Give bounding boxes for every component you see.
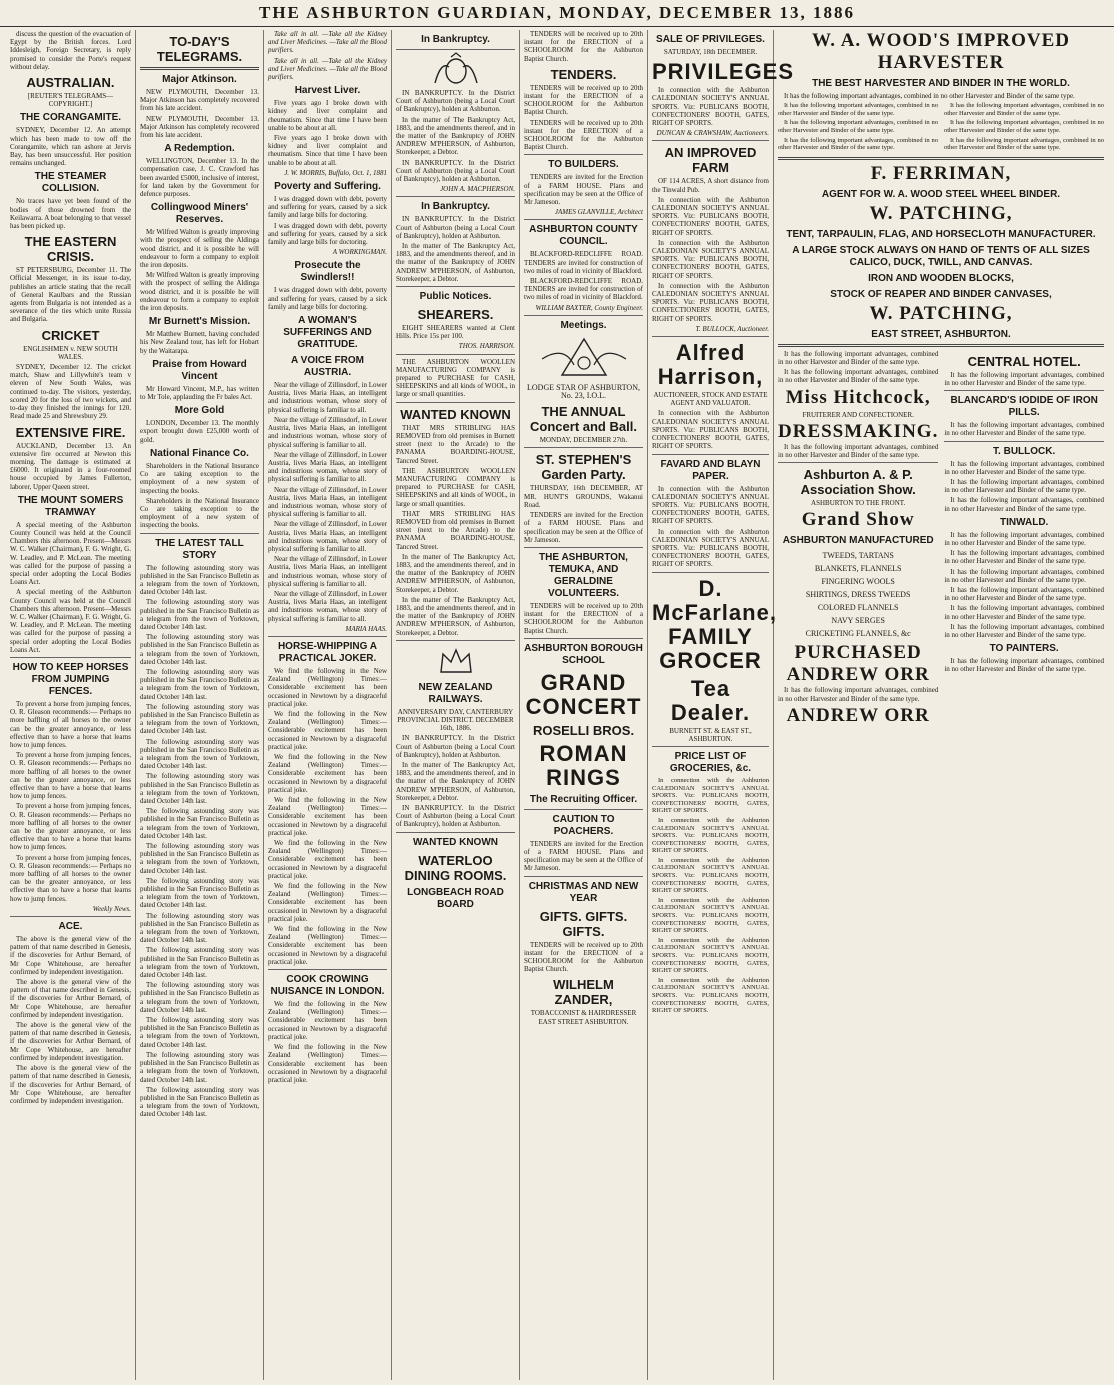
article-signature: J. W. MORRIS, Buffalo, Oct. 1, 1881 <box>284 168 387 177</box>
article-heading: CRICKET <box>41 327 100 343</box>
article-text: In connection with the Ashburton CALEDONIAN SOCIETY'S ANNUAL SPORTS. Viz: PUBLICANS BOOTH, CONFECTIONERS' BOOTH, GATES, RIGHT OF SPORTS. <box>652 856 769 895</box>
divider <box>140 533 259 534</box>
article-text: The following astounding story was published in the San Francisco Bulletin as a telegram from the town of Yorktown, dated October 14th last. <box>140 842 259 875</box>
article-text: In the matter of The Bankruptcy Act, 1883, and the amendments thereof, and in the matter of the Bankruptcy of JOHN ANDREW M'PHERSON, of Ashburton, Storekeeper, a Debtor. <box>396 242 515 283</box>
column-3 <box>264 30 392 1380</box>
article-heading: PRIVILEGES <box>652 59 795 85</box>
article-heading: ASHBURTON BOROUGH SCHOOL <box>524 642 643 666</box>
article-text: The following astounding story was published in the San Francisco Bulletin as a telegram from the town of Yorktown, dated October 14th last. <box>140 876 259 910</box>
ad-text: It has the following important advantages, combined in no other Harvester and Binder of the same type. <box>778 349 939 366</box>
article-text: TENDERS will be received up to 20th instant for the ERECTION of a SCHOOLROOM for the Ashburton Baptist Church. <box>524 118 643 152</box>
ad-heading: W. PATCHING, <box>869 202 1013 224</box>
article-text: The above is the general view of the pattern of that name described in Genesis, if the discoveries for Arthur Bernard, of Mr Cope Whitehouse, are hereafter confirmed by independent investigation. <box>10 935 131 976</box>
divider <box>778 344 1104 347</box>
goods-list: TWEEDS, TARTANS BLANKETS, FLANNELS FINGERING WOOLS SHIRTINGS, DRESS TWEEDS COLORED FLANNELS NAVY SERGES CRICKETING FLANNELS, &c <box>805 551 911 639</box>
article-heading: SALE OF PRIVILEGES. <box>656 34 765 45</box>
article-signature: DUNCAN & CRAWSHAW, Auctioneers. <box>656 129 769 138</box>
ad-heading: Miss Hitchcock, <box>785 386 931 408</box>
article-text: The above is the general view of the pattern of that name described in Genesis, if the discoveries for Arthur Bernard, of Mr Cope Whitehouse, are hereafter confirmed by independent investigation. <box>10 1064 131 1105</box>
divider <box>396 640 515 641</box>
article-text: We find the following in the New Zealand (Wellington) Times:—Considerable excitement has been occasioned in Newtown by a disgraceful practical joke. <box>268 666 387 708</box>
divider <box>652 746 769 747</box>
article-subheading: MONDAY, DECEMBER 27th. <box>539 436 628 445</box>
article-text: ST PETERSBURG, December 11. The Official Messenger, in its issue to-day, publishes an article stating that the recall of General Kaulbars and the Russian agents from Bulgaria is not intended as a severance of the ties which unite Russia and Bulgaria. <box>10 266 131 324</box>
article-text: OF 114 ACRES, A short distance from the Tinwald Pub. <box>652 177 769 194</box>
article-heading: ST. STEPHEN'S Garden Party. <box>535 452 632 483</box>
article-heading: The Recruiting Officer. <box>529 793 638 805</box>
article-text: Near the village of Zillinsdorf, in Lower Austria, lives Maria Haas, an intelligent and industrious woman, whose story of physical suffering is familiar to all. <box>268 520 387 553</box>
article-signature: Weekly News. <box>92 904 131 913</box>
article-text: To prevent a horse from jumping fences, O. R. Gleason recommends:— Perhaps no more baffling of all horses to the owner can be the greater annoyance, or less effective than to have a horse that learns how to jump fences. <box>10 802 131 852</box>
article-heading: ROSELLI BROS. <box>532 722 635 738</box>
article-signature: A WORKINGMAN. <box>332 248 387 257</box>
article-text: The following astounding story was published in the San Francisco Bulletin as a telegram from the town of Yorktown, dated October 14th last. <box>140 667 259 701</box>
ad-text: It has the following important advantages, combined in no other Harvester and Binder of the same type. <box>944 657 1104 674</box>
ad-text: It has the following important advantages, combined in no other Harvester and Binder of the same type. <box>944 622 1104 640</box>
article-heading: Praise from Howard Vincent <box>152 358 247 382</box>
article-text: Near the village of Zillinsdorf, in Lower Austria, lives Maria Haas, an intelligent and industrious woman, whose story of physical suffering is familiar to all. <box>268 555 387 588</box>
ad-heading: T. BULLOCK. <box>993 445 1056 457</box>
ad-heading: Ashburton A. & P. Association Show. <box>800 467 916 498</box>
ad-text: It has the following important advantages, combined in no other Harvester and Binder of the same type. <box>784 92 1075 100</box>
article-text: To prevent a horse from jumping fences, O. R. Gleason recommends:— Perhaps no more baffling of all horses to the owner can be the greater annoyance, or less effective than to have a horse that learns how to jump fences. <box>10 699 131 749</box>
article-text: TENDERS will be received up to 20th instant for the ERECTION of a SCHOOLROOM for the Ashburton Baptist Church. <box>524 83 643 117</box>
article-signature: T. BULLOCK, Auctioneer. <box>695 324 769 333</box>
article-heading: Mr Burnett's Mission. <box>148 316 251 328</box>
article-heading: HOW TO KEEP HORSES FROM JUMPING FENCES. <box>12 661 129 697</box>
ad-subheading: EAST STREET, ASHBURTON. <box>871 328 1011 340</box>
article-text: In connection with the Ashburton CALEDONIAN SOCIETY'S ANNUAL SPORTS. Viz: PUBLICANS BOOTH, CONFECTIONERS' BOOTH, GATES, RIGHT OF SPORTS. <box>652 936 769 975</box>
article-text: The following astounding story was published in the San Francisco Bulletin as a telegram from the town of Yorktown, dated October 14th last. <box>140 737 259 771</box>
divider <box>524 809 643 810</box>
article-heading: COOK CROWING NUISANCE IN LONDON. <box>270 974 385 998</box>
article-text: IN BANKRUPTCY. In the District Court of Ashburton (being a Local Court of Bankruptcy), holden at Ashburton. <box>396 215 515 240</box>
article-heading: Collingwood Miners' Reserves. <box>150 202 249 226</box>
ad-heading: TINWALD. <box>1000 516 1049 528</box>
ad-subheading: ASHBURTON MANUFACTURED <box>782 535 934 547</box>
column-6 <box>648 30 795 1380</box>
section-heading: TENDERS. <box>550 66 617 82</box>
article-heading: THE STEAMER COLLISION. <box>34 171 107 195</box>
article-heading: More Gold <box>174 405 225 417</box>
ad-subheading: AGENT FOR W. A. WOOD STEEL WHEEL BINDER. <box>821 188 1061 200</box>
divider <box>396 196 515 197</box>
article-text: The following astounding story was published in the San Francisco Bulletin as a telegram from the town of Yorktown, dated October 14th last. <box>140 911 259 945</box>
article-text: We find the following in the New Zealand (Wellington) Times:—Considerable excitement has been occasioned in Newtown by a disgraceful practical joke. <box>268 796 387 837</box>
article-signature: THOS. HARRISON. <box>458 342 515 351</box>
divider <box>524 315 643 316</box>
ad-text: It has the following important advantages, combined in no other Harvester and Binder of the same type. <box>778 102 938 117</box>
divider <box>10 916 131 917</box>
article-heading: Prosecute the Swindlers!! <box>294 260 361 284</box>
article-text: TENDERS are invited for the Erection of a FARM HOUSE. Plans and specification may be seen at the Office of Mr Jameson. <box>524 173 643 207</box>
divider <box>652 336 769 337</box>
article-text: We find the following in the New Zealand (Wellington) Times:—Considerable excitement has been occasioned in Newtown by a disgraceful practical joke. <box>268 709 387 751</box>
ad-subheading: STOCK OF REAPER AND BINDER CANVASES, <box>830 288 1052 300</box>
article-text: Near the village of Zillinsdorf, in Lower Austria, lives Maria Haas, an intelligent and industrious woman, whose story of physical suffering is familiar to all. <box>268 589 387 623</box>
ad-heading: W. A. WOOD'S IMPROVED HARVESTER <box>811 30 1070 73</box>
article-text: THE ASHBURTON WOOLLEN MANUFACTURING COMPANY is prepared to PURCHASE for CASH, SHEEPSKINS and all kinds of WOOL, in large or small quantities. <box>396 357 515 399</box>
article-text: The following astounding story was published in the San Francisco Bulletin as a telegram from the town of Yorktown, dated October 14th last. <box>140 633 259 666</box>
article-subheading: BURNETT ST. & EAST ST., ASHBURTON. <box>669 726 752 743</box>
article-text: TENDERS will be received up to 20th instant for the ERECTION of a SCHOOLROOM for the Ashburton Baptist Church. <box>524 940 643 974</box>
royal-crest-icon <box>431 53 481 87</box>
article-heading: D. McFarlane, FAMILY GROCER <box>652 575 777 673</box>
divider <box>944 390 1104 391</box>
divider <box>652 454 769 455</box>
article-text: The following astounding story was published in the San Francisco Bulletin as a telegram from the town of Yorktown, dated October 14th last. <box>140 1085 259 1119</box>
article-text: Five years ago I broke down with kidney and liver complaint and rheumatism. Since that time I have been unable to be about at all. <box>268 99 387 132</box>
divider <box>396 832 515 833</box>
divider <box>652 572 769 573</box>
article-text: Five years ago I broke down with kidney and liver complaint and rheumatism. Since that time I have been unable to be about at all. <box>268 134 387 167</box>
ad-text: It has the following important advantages, combined in no other Harvester and Binder of the same type. <box>778 686 939 703</box>
article-heading: A VOICE FROM AUSTRIA. <box>291 355 364 379</box>
article-subheading: ANNIVERSARY DAY, CANTERBURY PROVINCIAL DISTRICT. DECEMBER 16th, 1886. <box>397 707 514 733</box>
article-heading: TO BUILDERS. <box>548 159 619 171</box>
article-text: In connection with the Ashburton CALEDONIAN SOCIETY'S ANNUAL SPORTS. Viz: PUBLICANS BOOTH, CONFECTIONERS' BOOTH, GATES, RIGHT OF SPORTS. <box>652 896 769 935</box>
article-heading: THE CORANGAMITE. <box>19 112 122 124</box>
ad-heading: ANDREW ORR <box>786 664 930 686</box>
ad-heading: ANDREW ORR <box>786 704 930 726</box>
article-text: No traces have yet been found of the bodies of those drowned from the Keilawarra. A boat belonging to that vessel has been picked up. <box>10 197 131 231</box>
article-text: In connection with the Ashburton CALEDONIAN SOCIETY'S ANNUAL SPORTS. Viz: PUBLICANS BOOTH, CONFECTIONERS' BOOTH, GATES, RIGHT OF SPORTS. <box>652 86 769 128</box>
article-signature: MARIA HAAS. <box>345 624 387 633</box>
article-text: In the matter of The Bankruptcy Act, 1883, and the amendments thereof, and in the matter of the Bankruptcy of JOHN ANDREW M'PHERSON, of Ashburton, Storekeeper, a Debtor. <box>396 552 515 594</box>
section-heading: Meetings. <box>560 319 607 331</box>
ad-subheading: FRUITERER AND CONFECTIONER. <box>802 410 914 419</box>
article-text: The above is the general view of the pattern of that name described in Genesis, if the discoveries for Arthur Bernard, of Mr Cope Whitehouse, are hereafter confirmed by independent investigation. <box>10 1021 131 1062</box>
article-text: AUCKLAND, December 13. An extensive fire occurred at Newton this morning. The damage is estimated at £6000. It originated in a four-roomed house occupied by James Fullerton, laborer, Upper Queen street. <box>10 441 131 491</box>
article-text: In connection with the Ashburton CALEDONIAN SOCIETY'S ANNUAL SPORTS. Viz: PUBLICANS BOOTH, CONFECTIONERS' BOOTH, GATES, RIGHT OF SPORTS. <box>652 976 769 1015</box>
article-heading: A Redemption. <box>164 143 235 155</box>
article-text: TENDERS are invited for the Erection of a FARM HOUSE. Plans and specification may be seen at the Office of Mr Jameson. <box>524 511 643 544</box>
ad-text: It has the following important advantages, combined in no other Harvester and Binder of the same type. <box>778 442 939 459</box>
divider <box>140 67 259 70</box>
ad-text: It has the following important advantages, combined in no other Harvester and Binder of the same type. <box>944 496 1104 513</box>
article-heading: EXTENSIVE FIRE. <box>15 424 126 440</box>
article-signature: WILLIAM BAXTER, County Engineer. <box>535 303 643 312</box>
ad-text: It has the following important advantages, combined in no other Harvester and Binder of the same type. <box>778 368 939 385</box>
column-7-ads <box>774 30 1108 1380</box>
section-heading: In Bankruptcy. <box>421 34 490 45</box>
article-heading: WILHELM ZANDER, <box>553 977 614 1008</box>
article-text: In the matter of The Bankruptcy Act, 1883, and the amendments thereof, and in the matter of the Bankruptcy of JOHN ANDREW M'PHERSON, of Ashburton, Storekeeper, a Debtor. <box>396 760 515 802</box>
article-signature: JOHN A. MACPHERSON. <box>440 185 515 194</box>
article-text: The following astounding story was published in the San Francisco Bulletin as a telegram from the town of Yorktown, dated October 14th last. <box>140 702 259 736</box>
ad-text: It has the following important advantages, combined in no other Harvester and Binder of the same type. <box>944 102 1104 117</box>
article-text: In the matter of The Bankruptcy Act, 1883, and the amendments thereof, and in the matter of the Bankruptcy of JOHN ANDREW M'PHERSON, of Ashburton, Storekeeper, a Debtor. <box>396 595 515 637</box>
article-text: IN BANKRUPTCY. In the District Court of Ashburton (being a Local Court of Bankruptcy), holden at Ashburton. <box>396 734 515 759</box>
ad-heading: BLANCARD'S IODIDE OF IRON PILLS. <box>950 395 1098 419</box>
article-text: The following astounding story was published in the San Francisco Bulletin as a telegram from the town of Yorktown, dated October 14th last. <box>140 946 259 980</box>
article-text: LONDON, December 13. The monthly export brought down £25,000 worth of gold. <box>140 419 259 444</box>
ad-heading: TO PAINTERS. <box>989 643 1059 655</box>
ad-heading: CENTRAL HOTEL. <box>967 353 1081 369</box>
article-heading: AN IMPROVED FARM <box>664 145 757 176</box>
divider <box>268 636 387 637</box>
article-subheading: TOBACCONIST & HAIRDRESSER EAST STREET ASHBURTON. <box>530 1009 637 1026</box>
article-text: In connection with the Ashburton CALEDONIAN SOCIETY'S ANNUAL SPORTS. Viz: PUBLICANS BOOTH, CONFECTIONERS' BOOTH, GATES, RIGHT OF SPORTS. <box>652 195 769 237</box>
article-heading: ACE. <box>58 921 83 933</box>
column-2 <box>136 30 264 1380</box>
article-text: In connection with the Ashburton CALEDONIAN SOCIETY'S ANNUAL SPORTS. Viz: PUBLICANS BOOTH, CONFECTIONERS' BOOTH, GATES, RIGHT OF SPORTS. <box>652 527 769 569</box>
article-text: SYDNEY, December 12. The cricket match, Shaw and Lillywhite's team v eleven of New South Wales, was continued to-day. The visitors, yesterday, scored 20 for the loss of two wickets, and to-day they finished the innings for 120. Read made 25 and Shrewsbury 29. <box>10 363 131 421</box>
divider <box>396 49 515 50</box>
ad-text: It has the following important advantages, combined in no other Harvester and Binder of the same type. <box>944 549 1104 566</box>
divider <box>944 441 1104 442</box>
article-text: We find the following in the New Zealand (Wellington) Times:—Considerable excitement has been occasioned in Newtown by a disgraceful practical joke. <box>268 882 387 923</box>
article-text: NEW PLYMOUTH, December 13. Major Atkinson has completely recovered from his late accident. <box>140 88 259 113</box>
article-heading: WANTED KNOWN <box>413 836 498 848</box>
article-heading: GIFTS. GIFTS. GIFTS. <box>539 908 628 939</box>
article-text: Mr Wilfred Walton is greatly improving with the prospect of selling the Aldinga wood district, and it is possible he will endeavour to form a company to exploit the iron deposits. <box>140 228 259 270</box>
crown-icon <box>431 644 481 678</box>
article-text: Shareholders in the National Insurance Co are taking exception to the employment of a new system of inspecting the books. <box>140 496 259 530</box>
article-heading: SHEARERS. <box>417 307 494 323</box>
article-text: The following astounding story was published in the San Francisco Bulletin as a telegram from the town of Yorktown, dated October 14th last. <box>140 598 259 631</box>
section-subheading: ENGLISHMEN v. NEW SOUTH WALES. <box>23 344 118 361</box>
article-text: Shareholders in the National Insurance Co are taking exception to the employment of a new system of inspecting the books. <box>140 461 259 495</box>
ad-text: It has the following important advantages, combined in no other Harvester and Binder of the same type. <box>944 136 1104 152</box>
divider <box>524 547 643 548</box>
article-text: In connection with the Ashburton CALEDONIAN SOCIETY'S ANNUAL SPORTS. Viz: PUBLICANS BOOTH, CONFECTIONERS' BOOTH, GATES, RIGHT OF SPORTS. <box>652 484 769 526</box>
article-text: We find the following in the New Zealand (Wellington) Times:—Considerable excitement has been occasioned in Newtown by a disgraceful practical joke. <box>268 839 387 880</box>
article-heading: PRICE LIST OF GROCERIES, &c. <box>669 750 752 774</box>
divider <box>10 657 131 658</box>
ad-two-column-block <box>778 350 1104 727</box>
article-heading: WATERLOO DINING ROOMS. <box>404 852 507 883</box>
article-text: In connection with the Ashburton CALEDONIAN SOCIETY'S ANNUAL SPORTS. Viz: PUBLICANS BOOTH, CONFECTIONERS' BOOTH, GATES, RIGHT OF SPORTS. <box>652 281 769 323</box>
article-text: A special meeting of the Ashburton County Council was held at the Council Chambers this afternoon. Present—Messrs W. C. Walker (Chairman), F. G. Wright, G. W. Leadley, and P. McLean. The meeting was called for the purpose of passing a special order adopting the Local Bodies Loans Act. <box>10 520 131 587</box>
article-text: The above is the general view of the pattern of that name described in Genesis, if the discoveries for Arthur Bernard, of Mr Cope Whitehouse, are hereafter confirmed by independent investigation. <box>10 978 131 1019</box>
article-heading: THE ANNUAL Concert and Ball. <box>530 404 637 435</box>
article-heading: THE LATEST TALL STORY <box>155 537 244 561</box>
article-text: Near the village of Zillinsdorf, in Lower Austria, lives Maria Haas, an intelligent and industrious woman, whose story of physical suffering is familiar to all. <box>268 381 387 414</box>
ad-text: It has the following important advantages, combined in no other Harvester and Binder of the same type. <box>944 459 1104 476</box>
article-heading: A WOMAN'S SUFFERINGS AND GRATITUDE. <box>283 315 372 351</box>
article-heading: National Finance Co. <box>150 447 249 459</box>
ad-heading: PURCHASED <box>794 642 922 664</box>
divider <box>524 876 643 877</box>
article-text: discuss the question of the evacuation of Egypt by the British forces. Lord Iddesleigh, Foreign Secretary, is reply promised to consider the Porte's request without delay. <box>10 30 131 71</box>
article-text: TENDERS are invited for the Erection of a FARM HOUSE. Plans and specification may be seen at the Office of Mr Jameson. <box>524 839 643 873</box>
article-text: The following astounding story was published in the San Francisco Bulletin as a telegram from the town of Yorktown, dated October 14th last. <box>140 1016 259 1049</box>
article-text: I was dragged down with debt, poverty and suffering for years, caused by a sick family and large bills for doctoring. <box>268 221 387 247</box>
divider <box>524 447 643 448</box>
ad-text: It has the following important advantages, combined in no other Harvester and Binder of the same type. <box>778 136 938 152</box>
article-text: IN BANKRUPTCY. In the District Court of Ashburton (being a Local Court of Bankruptcy), holden at Ashburton. <box>396 89 515 114</box>
divider <box>268 969 387 970</box>
ad-text: It has the following important advantages, combined in no other Harvester and Binder of the same type. <box>944 530 1104 547</box>
article-text: To prevent a horse from jumping fences, O. R. Gleason recommends:— Perhaps no more baffling of all horses to the owner can be the greater annoyance, or less effective than to have a horse that learns how to jump fences. <box>10 853 131 903</box>
article-text: We find the following in the New Zealand (Wellington) Times:—Considerable excitement has been occasioned in Newtown by a disgraceful practical joke. <box>268 925 387 966</box>
article-text: BLACKFORD-REDCLIFFE ROAD. TENDERS are invited for construction of two miles of road in vicinity of Blackford. <box>524 277 643 302</box>
article-text: In the matter of The Bankruptcy Act, 1883, and the amendments thereof, and in the matter of the Bankruptcy of JOHN ANDREW M'PHERSON, of Ashburton, Storekeeper, a Debtor. <box>396 115 515 157</box>
article-text: THE ASHBURTON WOOLLEN MANUFACTURING COMPANY is prepared to PURCHASE for CASH, SHEEPSKINS and all kinds of WOOL, in large or small quantities. <box>396 466 515 508</box>
ad-feature-list <box>778 102 1104 154</box>
article-text: TENDERS will be received up to 20th instant for the ERECTION of a SCHOOLROOM for the Ashburton Baptist Church. <box>524 30 643 63</box>
article-heading: WANTED KNOWN <box>400 406 511 422</box>
column-1 <box>6 30 136 1380</box>
divider <box>396 402 515 403</box>
ad-text: It has the following important advantages, combined in no other Harvester and Binder of the same type. <box>944 119 1104 134</box>
divider <box>778 462 938 463</box>
article-text: A special meeting of the Ashburton County Council was held at the Council Chambers this afternoon. Present—Messrs W. C. Walker (Chairman), F. G. Wright, G. W. Leadley, and P. McLean. The meeting was called for the purpose of passing a special order adopting the Local Bodies Loans Act. <box>10 588 131 654</box>
article-text: The following astounding story was published in the San Francisco Bulletin as a telegram from the town of Yorktown, dated October 14th last. <box>140 1050 259 1084</box>
ad-subheading: IRON AND WOODEN BLOCKS, <box>868 272 1014 284</box>
article-text: In connection with the Ashburton CALEDONIAN SOCIETY'S ANNUAL SPORTS. Viz: PUBLICANS BOOTH, CONFECTIONERS' BOOTH, GATES, RIGHT OF SPORTS. <box>652 409 769 451</box>
ad-subheading: THE BEST HARVESTER AND BINDER IN THE WORLD. <box>812 78 1070 89</box>
article-text: In connection with the Ashburton CALEDONIAN SOCIETY'S ANNUAL SPORTS. Viz: PUBLICANS BOOTH, CONFECTIONERS' BOOTH, GATES, RIGHT OF SPORTS. <box>652 776 769 815</box>
article-heading: LONGBEACH ROAD BOARD <box>407 886 504 910</box>
article-text: THAT MRS STRIBLING HAS REMOVED from old premises in Burnett street (next to the Arcade) to the PANAMA BOARDING-HOUSE, Tancred Street. <box>396 423 515 465</box>
section-heading: Public Notices. <box>419 291 492 303</box>
article-text: IN BANKRUPTCY. In the District Court of Ashburton (being a Local Court of Bankruptcy), holden at Ashburton. <box>396 158 515 184</box>
article-text: THAT MRS STRIBLING HAS REMOVED from old premises in Burnett street (next to the Arcade) to the PANAMA BOARDING-HOUSE, Tancred Street. <box>396 509 515 551</box>
section-heading: AUSTRALIAN. <box>26 75 115 91</box>
article-heading: THE EASTERN CRISIS. <box>24 234 117 265</box>
article-text: BLACKFORD-REDCLIFFE ROAD. TENDERS are invited for construction of two miles of road in vicinity of Blackford. <box>524 250 643 275</box>
article-signature: JAMES GLANVILLE, Architect <box>554 208 643 217</box>
article-text: Take all in all. —Take all the Kidney and Liver Medicines. —Take all the Blood purifiers. <box>268 56 387 82</box>
newspaper-columns <box>6 30 1108 1380</box>
article-heading: Alfred Harrison, <box>657 340 764 390</box>
masthead: THE ASHBURTON GUARDIAN, MONDAY, DECEMBER 13, 1886 <box>0 0 1114 27</box>
article-text: Near the village of Zillinsdorf, in Lower Austria, lives Maria Haas, an intelligent and industrious woman, whose story of physical suffering is familiar to all. <box>268 450 387 484</box>
ad-heading: W. PATCHING, <box>869 302 1013 324</box>
section-heading: TO-DAY'S TELEGRAMS. <box>156 34 243 64</box>
article-text: Near the village of Zillinsdorf, in Lower Austria, lives Maria Haas, an intelligent and industrious woman, whose story of physical suffering is familiar to all. <box>268 485 387 519</box>
article-heading: CAUTION TO POACHERS. <box>552 813 615 837</box>
article-text: In connection with the Ashburton CALEDONIAN SOCIETY'S ANNUAL SPORTS. Viz: PUBLICANS BOOTH, CONFECTIONERS' BOOTH, GATES, RIGHT OF SPORTS. <box>652 816 769 855</box>
article-text: TENDERS will be received up to 20th instant for the ERECTION of a SCHOOLROOM for the Ashburton Baptist Church. <box>524 601 643 635</box>
ad-subheading: TENT, TARPAULIN, FLAG, AND HORSECLOTH MANUFACTURER. <box>786 228 1096 240</box>
article-text: In connection with the Ashburton CALEDONIAN SOCIETY'S ANNUAL SPORTS. Viz: PUBLICANS BOOTH, CONFECTIONERS' BOOTH, GATES, RIGHT OF SPORTS. <box>652 238 769 280</box>
ad-subheading: ASHBURTON TO THE FRONT. <box>811 499 906 508</box>
article-text: THURSDAY, 16th DECEMBER, AT MR. HUNT'S GROUNDS, Wakanui Road. <box>524 484 643 509</box>
article-text: SYDNEY, December 12. An attempt which has been made to tow off the Corangamite, which ran ashore at Jervis Bay, has been unsuccessful. Her position remains unchanged. <box>10 126 131 168</box>
article-text: We find the following in the New Zealand (Wellington) Times:—Considerable excitement has been occasioned in Newtown by a disgraceful practical joke. <box>268 1043 387 1084</box>
lodge-name: LODGE STAR OF ASHBURTON, No. 23, I.O.L. <box>527 382 640 401</box>
ad-text: It has the following important advantages, combined in no other Harvester and Binder of the same type. <box>944 421 1104 438</box>
article-heading: ASHBURTON COUNTY COUNCIL. <box>529 224 638 248</box>
article-text: Mr Matthew Burnett, having concluded his New Zealand tour, has left for Hobart by the Waitarapa. <box>140 330 259 355</box>
divider <box>652 140 769 141</box>
article-heading: FAVARD AND BLAYN PAPER. <box>660 458 761 482</box>
article-heading: Tea Dealer. <box>670 675 751 725</box>
article-heading: HORSE-WHIPPING A PRACTICAL JOKER. <box>277 640 378 664</box>
ad-text: It has the following important advantages, combined in no other Harvester and Binder of the same type. <box>944 586 1104 603</box>
article-heading: Poverty and Suffering. <box>274 181 381 193</box>
ad-heading: Grand Show <box>801 509 915 531</box>
ad-heading: DRESSMAKING. <box>778 420 939 442</box>
article-text: The following astounding story was published in the San Francisco Bulletin as a telegram from the town of Yorktown, dated October 14th last. <box>140 807 259 840</box>
lodge-emblem-icon <box>534 335 634 381</box>
article-heading: THE ASHBURTON, TEMUKA, AND GERALDINE VOLUNTEERS. <box>539 551 628 599</box>
article-text: We find the following in the New Zealand (Wellington) Times:—Considerable excitement has been occasioned in Newtown by a disgraceful practical joke. <box>268 1000 387 1041</box>
article-text: Mr Wilfred Walton is greatly improving with the prospect of selling the Aldinga wood district, and it is possible he will endeavour to form a company to exploit the iron deposits. <box>140 271 259 313</box>
article-text: I was dragged down with debt, poverty and suffering for years, caused by a sick family and large bills for doctoring. <box>268 286 387 311</box>
ad-text: It has the following important advantages, combined in no other Harvester and Binder of the same type. <box>944 567 1104 584</box>
section-heading: In Bankruptcy. <box>421 201 490 213</box>
article-text: Take all in all. —Take all the Kidney and Liver Medicines. —Take all the Blood purifiers. <box>268 30 387 55</box>
article-text: We find the following in the New Zealand (Wellington) Times:—Considerable excitement has been occasioned in Newtown by a disgraceful practical joke. <box>268 753 387 794</box>
article-subheading: SATURDAY, 18th DECEMBER. <box>663 48 758 56</box>
article-text: I was dragged down with debt, poverty and suffering for years, caused by a sick family and large bills for doctoring. <box>268 195 387 220</box>
article-heading: Harvest Liver. <box>294 85 361 97</box>
ad-subheading: A LARGE STOCK ALWAYS ON HAND OF TENTS OF ALL SIZES CALICO, DUCK, TWILL, AND CANVAS. <box>792 244 1090 268</box>
divider <box>524 154 643 155</box>
article-text: NEW PLYMOUTH, December 13. Major Atkinson has completely recovered from his late accident. <box>140 114 259 140</box>
article-text: Near the village of Zillinsdorf, in Lower Austria, lives Maria Haas, an intelligent and industrious woman, whose story of physical suffering is familiar to all. <box>268 415 387 449</box>
article-heading: ROMAN RINGS <box>539 740 628 790</box>
divider <box>396 354 515 355</box>
divider <box>778 157 1104 160</box>
article-heading: Major Atkinson. <box>162 74 237 85</box>
article-heading: GRAND CONCERT <box>525 669 642 719</box>
article-text: The following astounding story was published in the San Francisco Bulletin as a telegram from the town of Yorktown, dated October 14th last. <box>140 772 259 805</box>
article-text: WELLINGTON, December 13. In the compensation case, J. C. Crawford has been awarded £5000, inclusive of interest, for land taken by the Government for defence purposes. <box>140 157 259 199</box>
divider <box>396 286 515 287</box>
ad-heading: F. FERRIMAN, <box>870 162 1012 184</box>
column-4 <box>392 30 520 1380</box>
section-subheading: [REUTER'S TELEGRAMS—COPYRIGHT.] <box>27 92 114 109</box>
article-text: Mr Howard Vincent, M.P., has written to Mr Tole, applauding the Fr bales Act. <box>140 384 259 402</box>
ad-text: It has the following important advantages, combined in no other Harvester and Binder of the same type. <box>778 119 938 134</box>
article-text: EIGHT SHEARERS wanted at Clent Hills. Price 15s per 100. <box>396 324 515 341</box>
article-text: To prevent a horse from jumping fences, O. R. Gleason recommends:— Perhaps no more baffling of all horses to the owner can be the greater annoyance, or less effective than to have a horse that learns how to jump fences. <box>10 751 131 801</box>
ad-text: It has the following important advantages, combined in no other Harvester and Binder of the same type. <box>944 477 1104 495</box>
article-text: IN BANKRUPTCY. In the District Court of Ashburton (being a Local Court of Bankruptcy), holden at Ashburton. <box>396 804 515 829</box>
ad-text: It has the following important advantages, combined in no other Harvester and Binder of the same type. <box>944 604 1104 621</box>
article-subheading: AUCTIONEER, STOCK AND ESTATE AGENT AND VALUATOR. <box>653 391 768 408</box>
column-5 <box>520 30 648 1380</box>
article-heading: CHRISTMAS AND NEW YEAR <box>528 880 639 904</box>
article-text: The following astounding story was published in the San Francisco Bulletin as a telegram from the town of Yorktown, dated October 14th last. <box>140 563 259 597</box>
article-text: The following astounding story was published in the San Francisco Bulletin as a telegram from the town of Yorktown, dated October 14th last. <box>140 981 259 1014</box>
article-heading: THE MOUNT SOMERS TRAMWAY <box>17 494 124 518</box>
article-heading: NEW ZEALAND RAILWAYS. <box>418 681 493 705</box>
divider <box>524 219 643 220</box>
divider <box>524 638 643 639</box>
ad-text: It has the following important advantages, combined in no other Harvester and Binder of the same type. <box>944 370 1104 387</box>
